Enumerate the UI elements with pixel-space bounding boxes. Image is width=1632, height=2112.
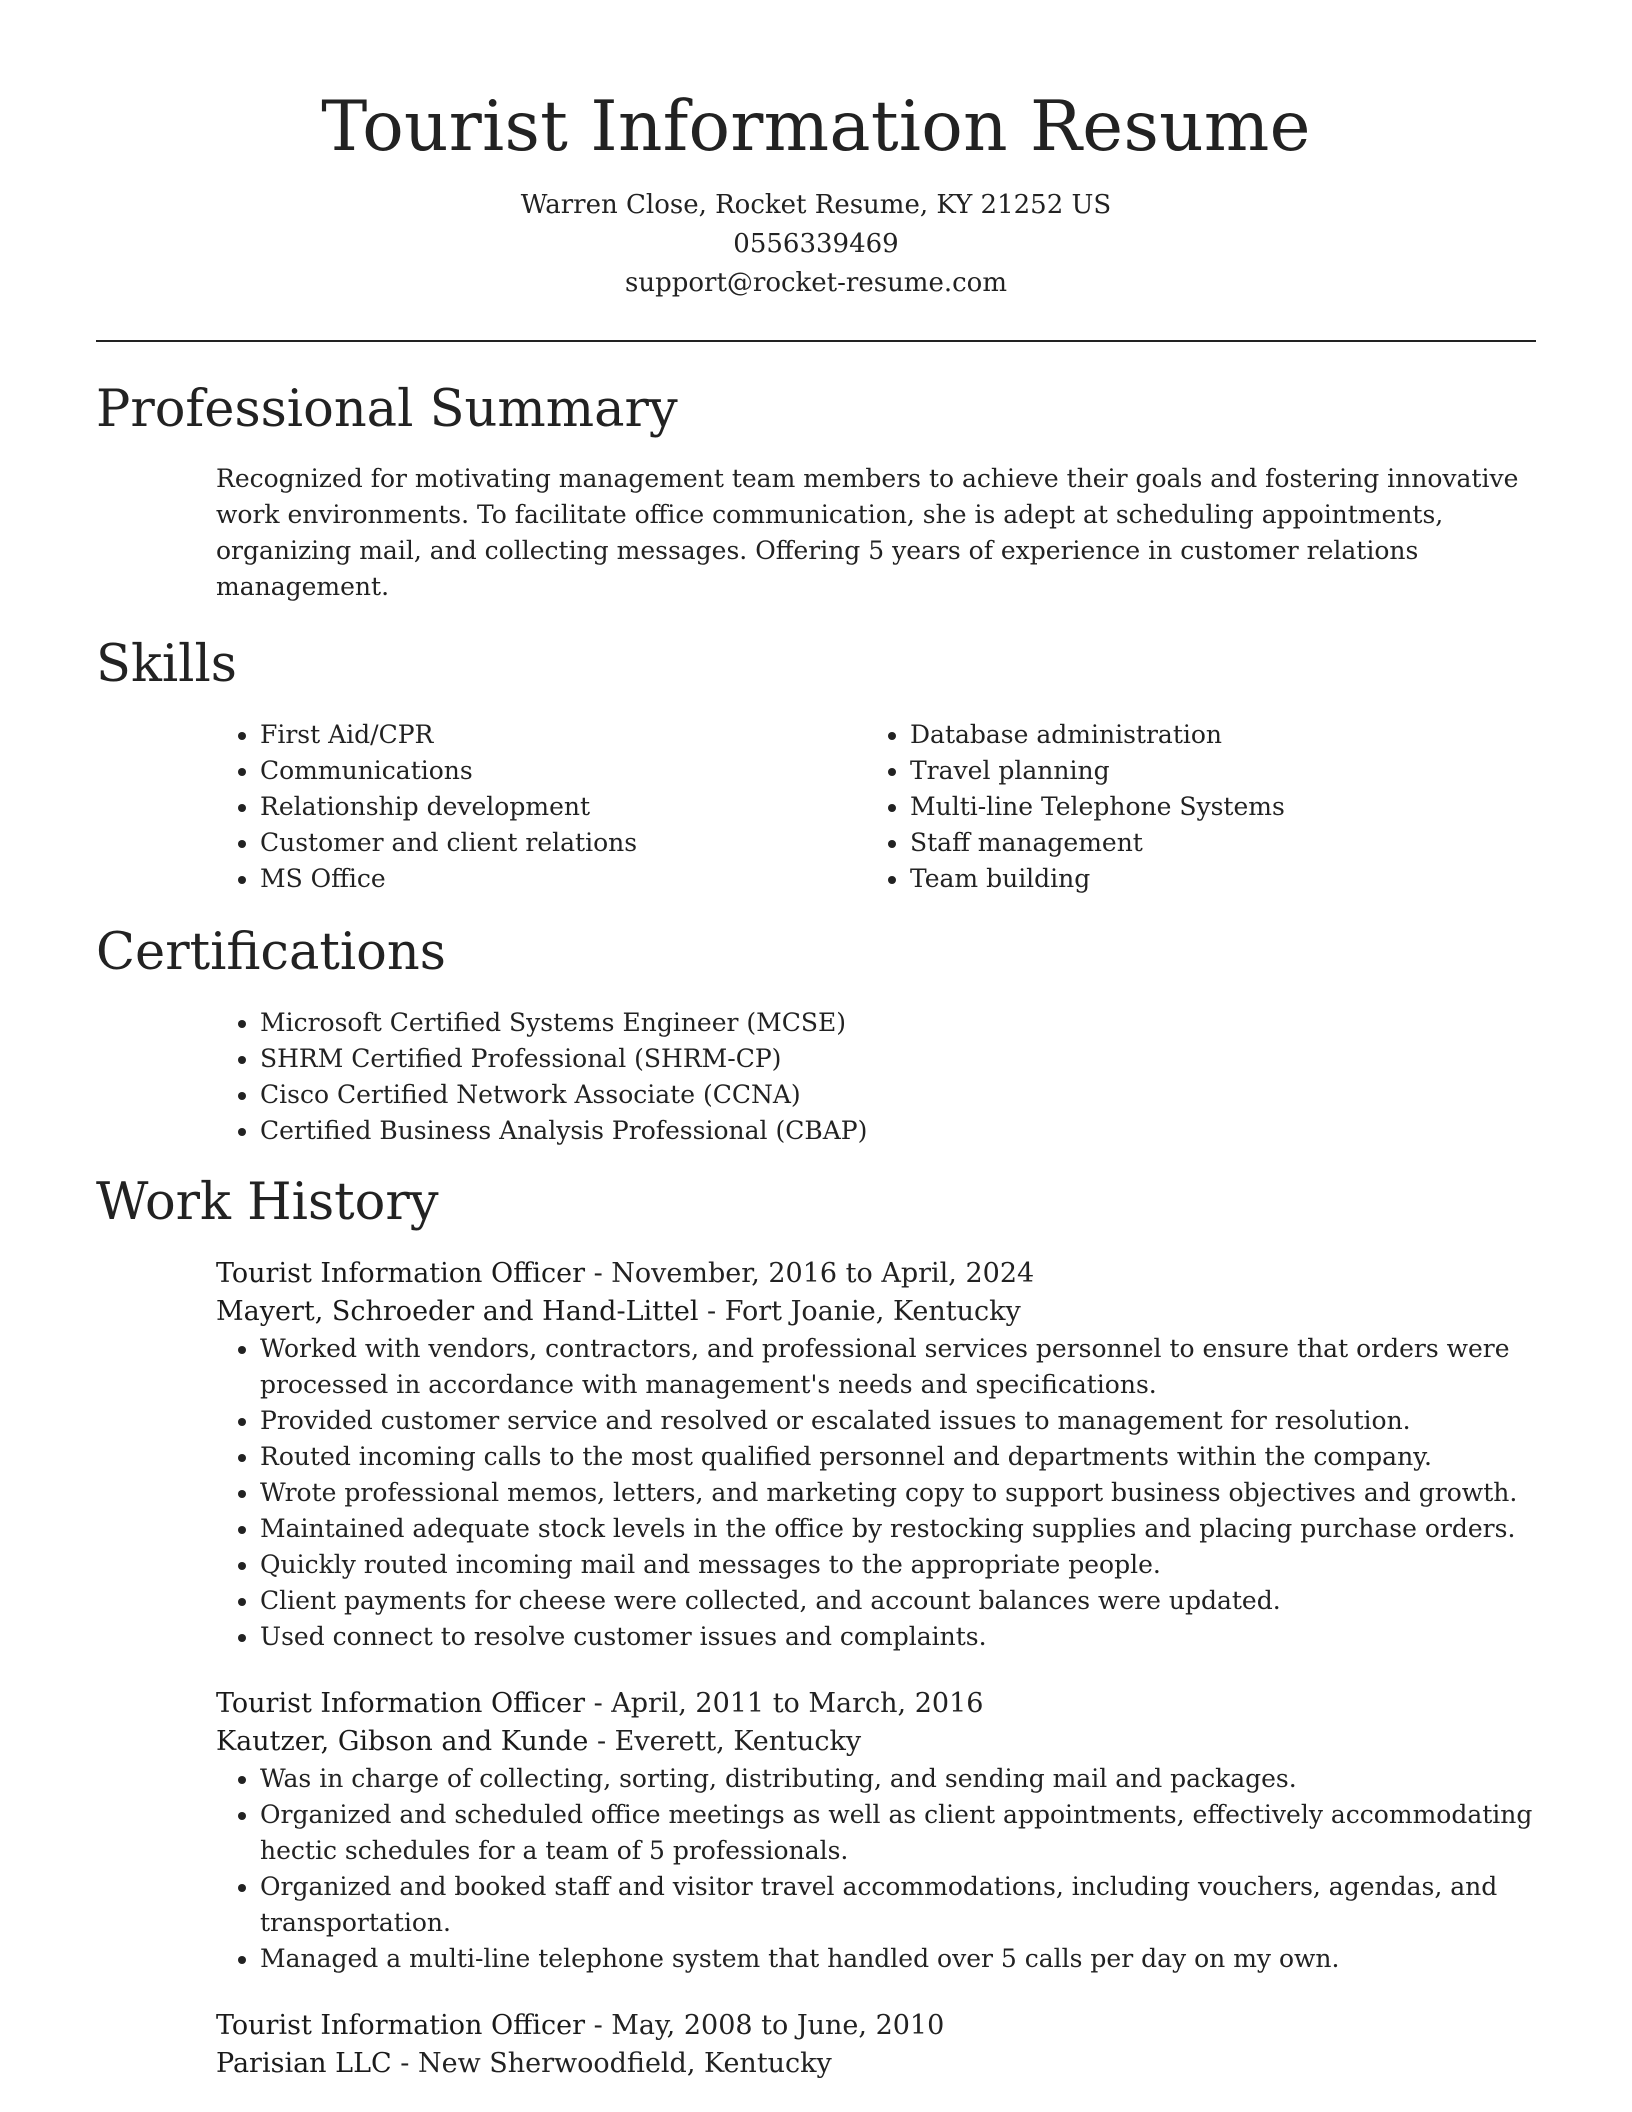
skill-item: • Staff management xyxy=(910,825,1516,861)
skills-heading: Skills xyxy=(96,635,237,694)
contact-address: Warren Close, Rocket Resume, KY 21252 US xyxy=(520,190,1112,220)
job-company: Parisian LLC xyxy=(216,2048,392,2079)
job-role: Tourist Information Officer xyxy=(216,1258,585,1289)
job-company: Mayert, Schroeder and Hand-Littel xyxy=(216,1296,699,1327)
job-role: Tourist Information Officer xyxy=(216,2010,585,2041)
job-duty-item: • Maintained adequate stock levels in the office by restocking supplies and placing purchase orders. xyxy=(260,1511,1536,1547)
resume-header xyxy=(96,0,1536,303)
skills-list xyxy=(216,717,1536,897)
job-heading xyxy=(216,1255,1536,1331)
job-entry xyxy=(216,2007,1536,2083)
job-duty-item: • Worked with vendors, contractors, and professional services personnel to ensure that orders were processed in accordance with management's needs and specifications. xyxy=(260,1331,1536,1403)
skill-item: • Communications xyxy=(260,753,866,789)
job-heading xyxy=(216,2007,1536,2083)
skill-item: • MS Office xyxy=(260,861,866,897)
job-duty-item: • Managed a multi-line telephone system that handled over 5 calls per day on my own. xyxy=(260,1941,1536,1977)
job-duty-item: • Was in charge of collecting, sorting, distributing, and sending mail and packages. xyxy=(260,1761,1536,1797)
job-duty-item: • Organized and scheduled office meetings as well as client appointments, effectively accommodating hectic schedules for a team of 5 professionals. xyxy=(260,1797,1536,1869)
certifications-heading: Certifications xyxy=(96,923,446,982)
job-duty-item: • Used connect to resolve customer issues and complaints. xyxy=(260,1619,1536,1655)
contact-block xyxy=(96,186,1536,303)
job-duty-item: • Quickly routed incoming mail and messages to the appropriate people. xyxy=(260,1547,1536,1583)
skill-item: • Multi-line Telephone Systems xyxy=(910,789,1516,825)
job-duty-item: • Organized and booked staff and visitor travel accommodations, including vouchers, agendas, and transportation. xyxy=(260,1869,1536,1941)
job-entry xyxy=(216,1255,1536,1655)
skills-column-left xyxy=(216,717,866,897)
job-duty-item: • Routed incoming calls to the most qualified personnel and departments within the company. xyxy=(260,1439,1536,1475)
job-duties xyxy=(216,1761,1536,1977)
certifications-list xyxy=(216,1005,1536,1149)
summary-heading: Professional Summary xyxy=(96,380,678,439)
job-role: Tourist Information Officer xyxy=(216,1688,585,1719)
certification-item: • SHRM Certified Professional (SHRM-CP) xyxy=(260,1041,1536,1077)
summary-text: Recognized for motivating management team members to achieve their goals and fostering innovative work environments. To facilitate office communication, she is adept at scheduling appointments, organizing mail, and collecting messages. Offering 5 years of experience in customer relations management. xyxy=(216,464,1519,601)
contact-phone: 0556339469 xyxy=(733,229,899,259)
job-duty-item: • Provided customer service and resolved or escalated issues to management for resolution. xyxy=(260,1403,1536,1439)
header-divider xyxy=(96,340,1536,342)
skill-item: • Customer and client relations xyxy=(260,825,866,861)
job-entry xyxy=(216,1685,1536,1977)
contact-email: support@rocket-resume.com xyxy=(624,268,1007,298)
work-history-heading: Work History xyxy=(96,1173,439,1232)
job-dates: - May, 2008 to June, 2010 xyxy=(584,2010,945,2041)
resume-page xyxy=(96,0,1536,2083)
certification-item: • Microsoft Certified Systems Engineer (MCSE) xyxy=(260,1005,1536,1041)
skill-item: • Travel planning xyxy=(910,753,1516,789)
job-location: - Everett, Kentucky xyxy=(588,1726,862,1757)
certification-item: • Certified Business Analysis Professional (CBAP) xyxy=(260,1113,1536,1149)
job-duties xyxy=(216,1331,1536,1655)
job-duty-item: • Client payments for cheese were collected, and account balances were updated. xyxy=(260,1583,1536,1619)
skill-item: • Database administration xyxy=(910,717,1516,753)
job-location: - New Sherwoodfield, Kentucky xyxy=(391,2048,832,2079)
job-location: - Fort Joanie, Kentucky xyxy=(698,1296,1021,1327)
job-duty-item: • Wrote professional memos, letters, and marketing copy to support business objectives and growth. xyxy=(260,1475,1536,1511)
job-dates: - November, 2016 to April, 2024 xyxy=(584,1258,1035,1289)
skill-item: • First Aid/CPR xyxy=(260,717,866,753)
skill-item: • Team building xyxy=(910,861,1516,897)
job-dates: - April, 2011 to March, 2016 xyxy=(584,1688,984,1719)
skills-column-right xyxy=(866,717,1516,897)
job-company: Kautzer, Gibson and Kunde xyxy=(216,1726,589,1757)
skill-item: • Relationship development xyxy=(260,789,866,825)
certification-item: • Cisco Certified Network Associate (CCNA) xyxy=(260,1077,1536,1113)
job-heading xyxy=(216,1685,1536,1761)
resume-title: Tourist Information Resume xyxy=(321,87,1311,167)
